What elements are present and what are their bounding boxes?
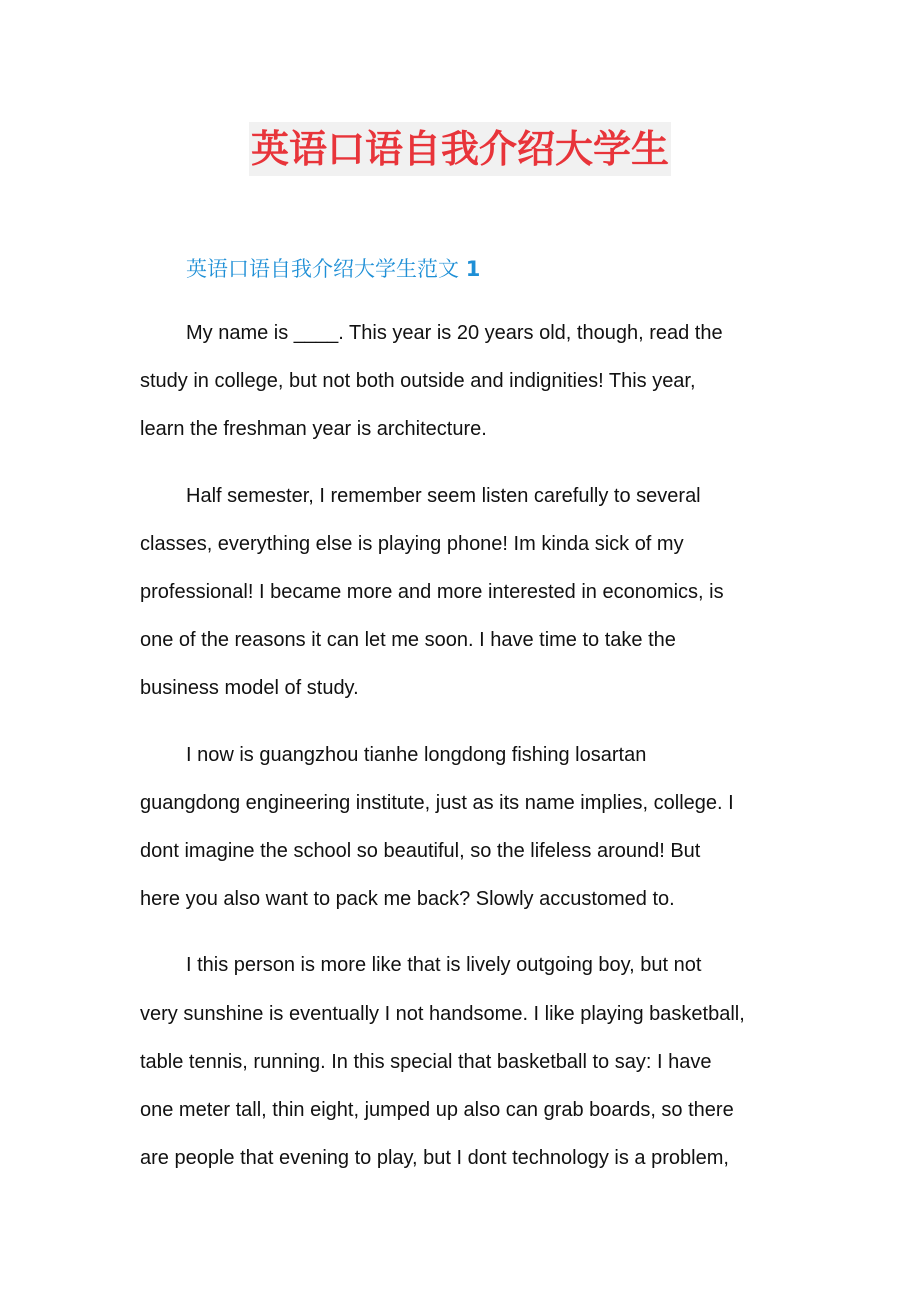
section-heading [186, 252, 480, 286]
paragraph-line: learn the freshman year is architecture. [140, 418, 487, 441]
paragraph-line: one meter tall, thin eight, jumped up also can grab boards, so there [140, 1099, 734, 1122]
section-heading-text: 英语口语自我介绍大学生范文 [186, 257, 459, 281]
paragraph-line: very sunshine is eventually I not handsome. I like playing basketball, [140, 1002, 745, 1025]
paragraph-line: I this person is more like that is lively outgoing boy, but not [186, 954, 702, 977]
paragraph-line: guangdong engineering institute, just as its name implies, college. I [140, 791, 734, 814]
paragraph-line: I now is guangzhou tianhe longdong fishing losartan [186, 743, 647, 766]
paragraph-line: here you also want to pack me back? Slowly accustomed to. [140, 888, 675, 911]
paragraph-line: business model of study. [140, 677, 359, 700]
paragraph-line: table tennis, running. In this special that basketball to say: I have [140, 1050, 712, 1073]
paragraph-3 [140, 731, 800, 924]
paragraph-line: Half semester, I remember seem listen carefully to several [186, 484, 701, 507]
paragraph-line: one of the reasons it can let me soon. I have time to take the [140, 629, 676, 652]
section-heading-number: 1 [465, 257, 481, 281]
document-body [140, 309, 800, 1200]
paragraph-1 [140, 309, 800, 454]
paragraph-4 [140, 941, 800, 1182]
paragraph-line: professional! I became more and more interested in economics, is [140, 581, 724, 604]
document-title: 英语口语自我介绍大学生 [249, 122, 671, 176]
title-container [0, 122, 920, 176]
paragraph-line: dont imagine the school so beautiful, so the lifeless around! But [140, 840, 701, 863]
paragraph-line: My name is ____. This year is 20 years old, though, read the [186, 322, 723, 344]
paragraph-line: study in college, but not both outside and indignities! This year, [140, 370, 696, 393]
paragraph-line: classes, everything else is playing phone! Im kinda sick of my [140, 532, 684, 555]
paragraph-2 [140, 472, 800, 713]
paragraph-line: are people that evening to play, but I dont technology is a problem, [140, 1147, 729, 1170]
